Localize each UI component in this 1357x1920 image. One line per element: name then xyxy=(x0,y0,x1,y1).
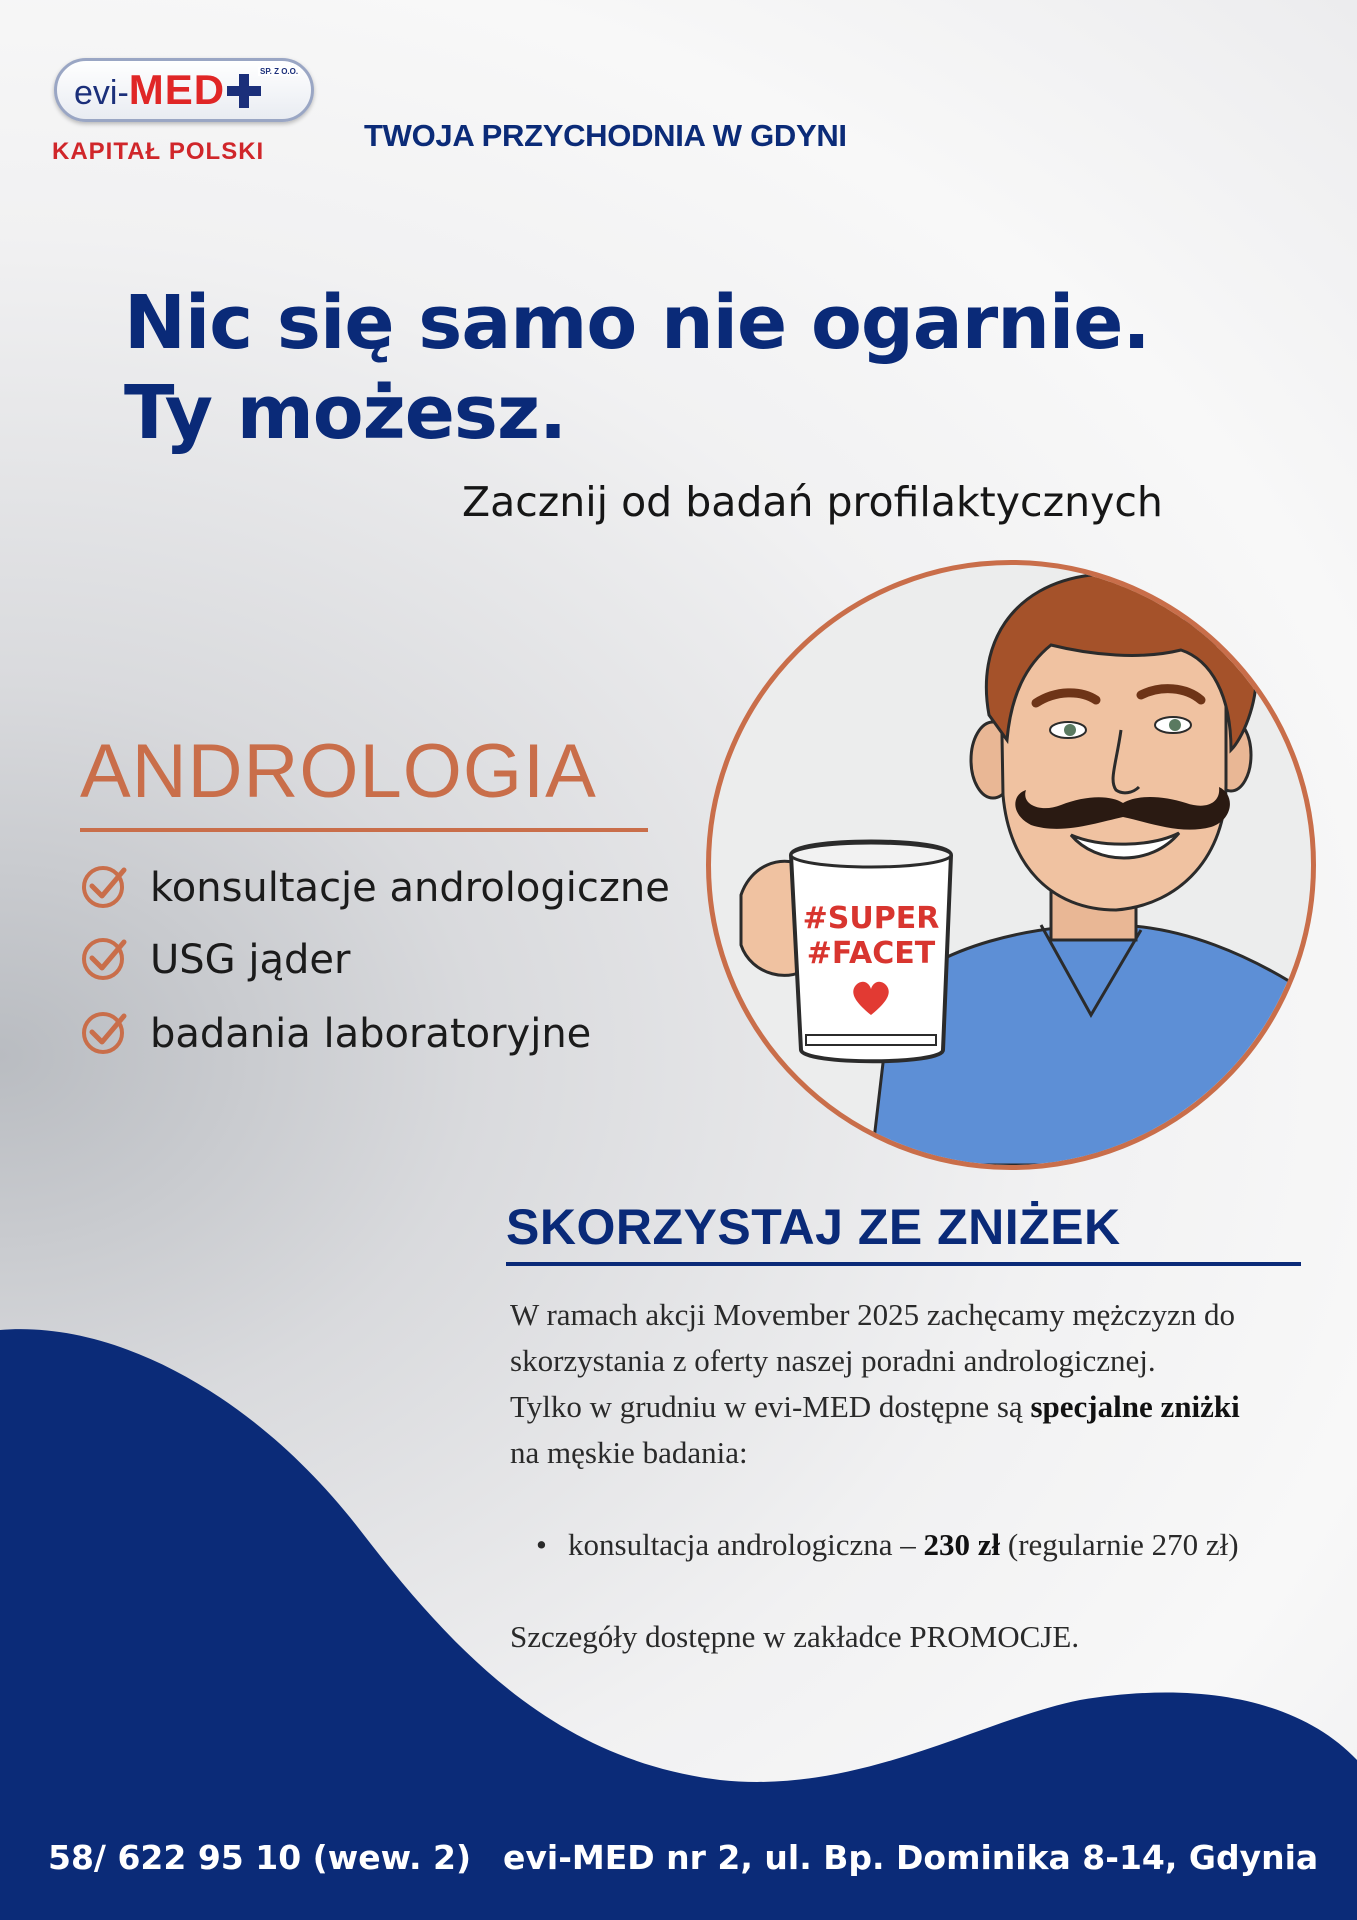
promo-line: skorzystania z oferty naszej poradni andrologicznej. xyxy=(510,1343,1156,1378)
andrology-divider xyxy=(80,828,648,832)
andrology-item-label: USG jąder xyxy=(150,937,351,983)
promo-highlight: specjalne zniżki xyxy=(1030,1389,1240,1424)
checkmark-icon xyxy=(80,934,128,982)
man-illustration xyxy=(711,565,1311,1165)
promo-title: SKORZYSTAJ ZE ZNIŻEK xyxy=(506,1199,1121,1255)
mug-text-facet: #FACET xyxy=(806,936,936,971)
medical-cross-icon xyxy=(227,74,261,108)
footer-phone: 58/ 622 95 10 (wew. 2) xyxy=(48,1838,472,1877)
footer-address: evi-MED nr 2, ul. Bp. Dominika 8-14, Gdynia xyxy=(503,1838,1319,1877)
promo-line xyxy=(510,1384,1310,1430)
capital-tagline: KAPITAŁ POLSKI xyxy=(52,138,265,165)
andrology-item-label: konsultacje andrologiczne xyxy=(150,865,670,911)
promo-body xyxy=(510,1292,1310,1660)
man-with-mug-illustration xyxy=(706,560,1316,1170)
logo-med-text: MED xyxy=(128,66,226,113)
service-name: konsultacja andrologiczna – xyxy=(568,1527,924,1562)
company-logo xyxy=(74,66,261,114)
headline-line-1: Nic się samo nie ogarnie. xyxy=(124,280,1150,366)
headline-line-2: Ty możesz. xyxy=(124,370,567,456)
price-list-item xyxy=(510,1522,1310,1568)
mug-text-super: #SUPER xyxy=(802,901,940,936)
promo-line: na męskie badania: xyxy=(510,1435,748,1470)
checkmark-icon xyxy=(80,862,128,910)
promo-details-note: Szczegóły dostępne w zakładce PROMOCJE. xyxy=(510,1619,1080,1654)
clinic-tagline: TWOJA PRZYCHODNIA W GDYNI xyxy=(364,118,847,153)
promo-price: 230 zł xyxy=(923,1527,1001,1562)
promo-divider xyxy=(506,1262,1301,1266)
checkmark-icon xyxy=(80,1008,128,1056)
andrology-item-label: badania laboratoryjne xyxy=(150,1011,592,1057)
headline xyxy=(124,278,1150,458)
logo-evi-text: evi- xyxy=(74,74,129,112)
andrology-title: ANDROLOGIA xyxy=(80,729,597,814)
promo-line: W ramach akcji Movember 2025 zachęcamy mężczyzn do xyxy=(510,1297,1236,1332)
regular-price: (regularnie 270 zł) xyxy=(1000,1527,1239,1562)
subheadline: Zacznij od badań profilaktycznych xyxy=(462,478,1163,526)
logo-legal-form: SP. Z O.O. xyxy=(260,67,299,76)
promo-line-text: Tylko w grudniu w evi-MED dostępne są xyxy=(510,1389,1031,1424)
